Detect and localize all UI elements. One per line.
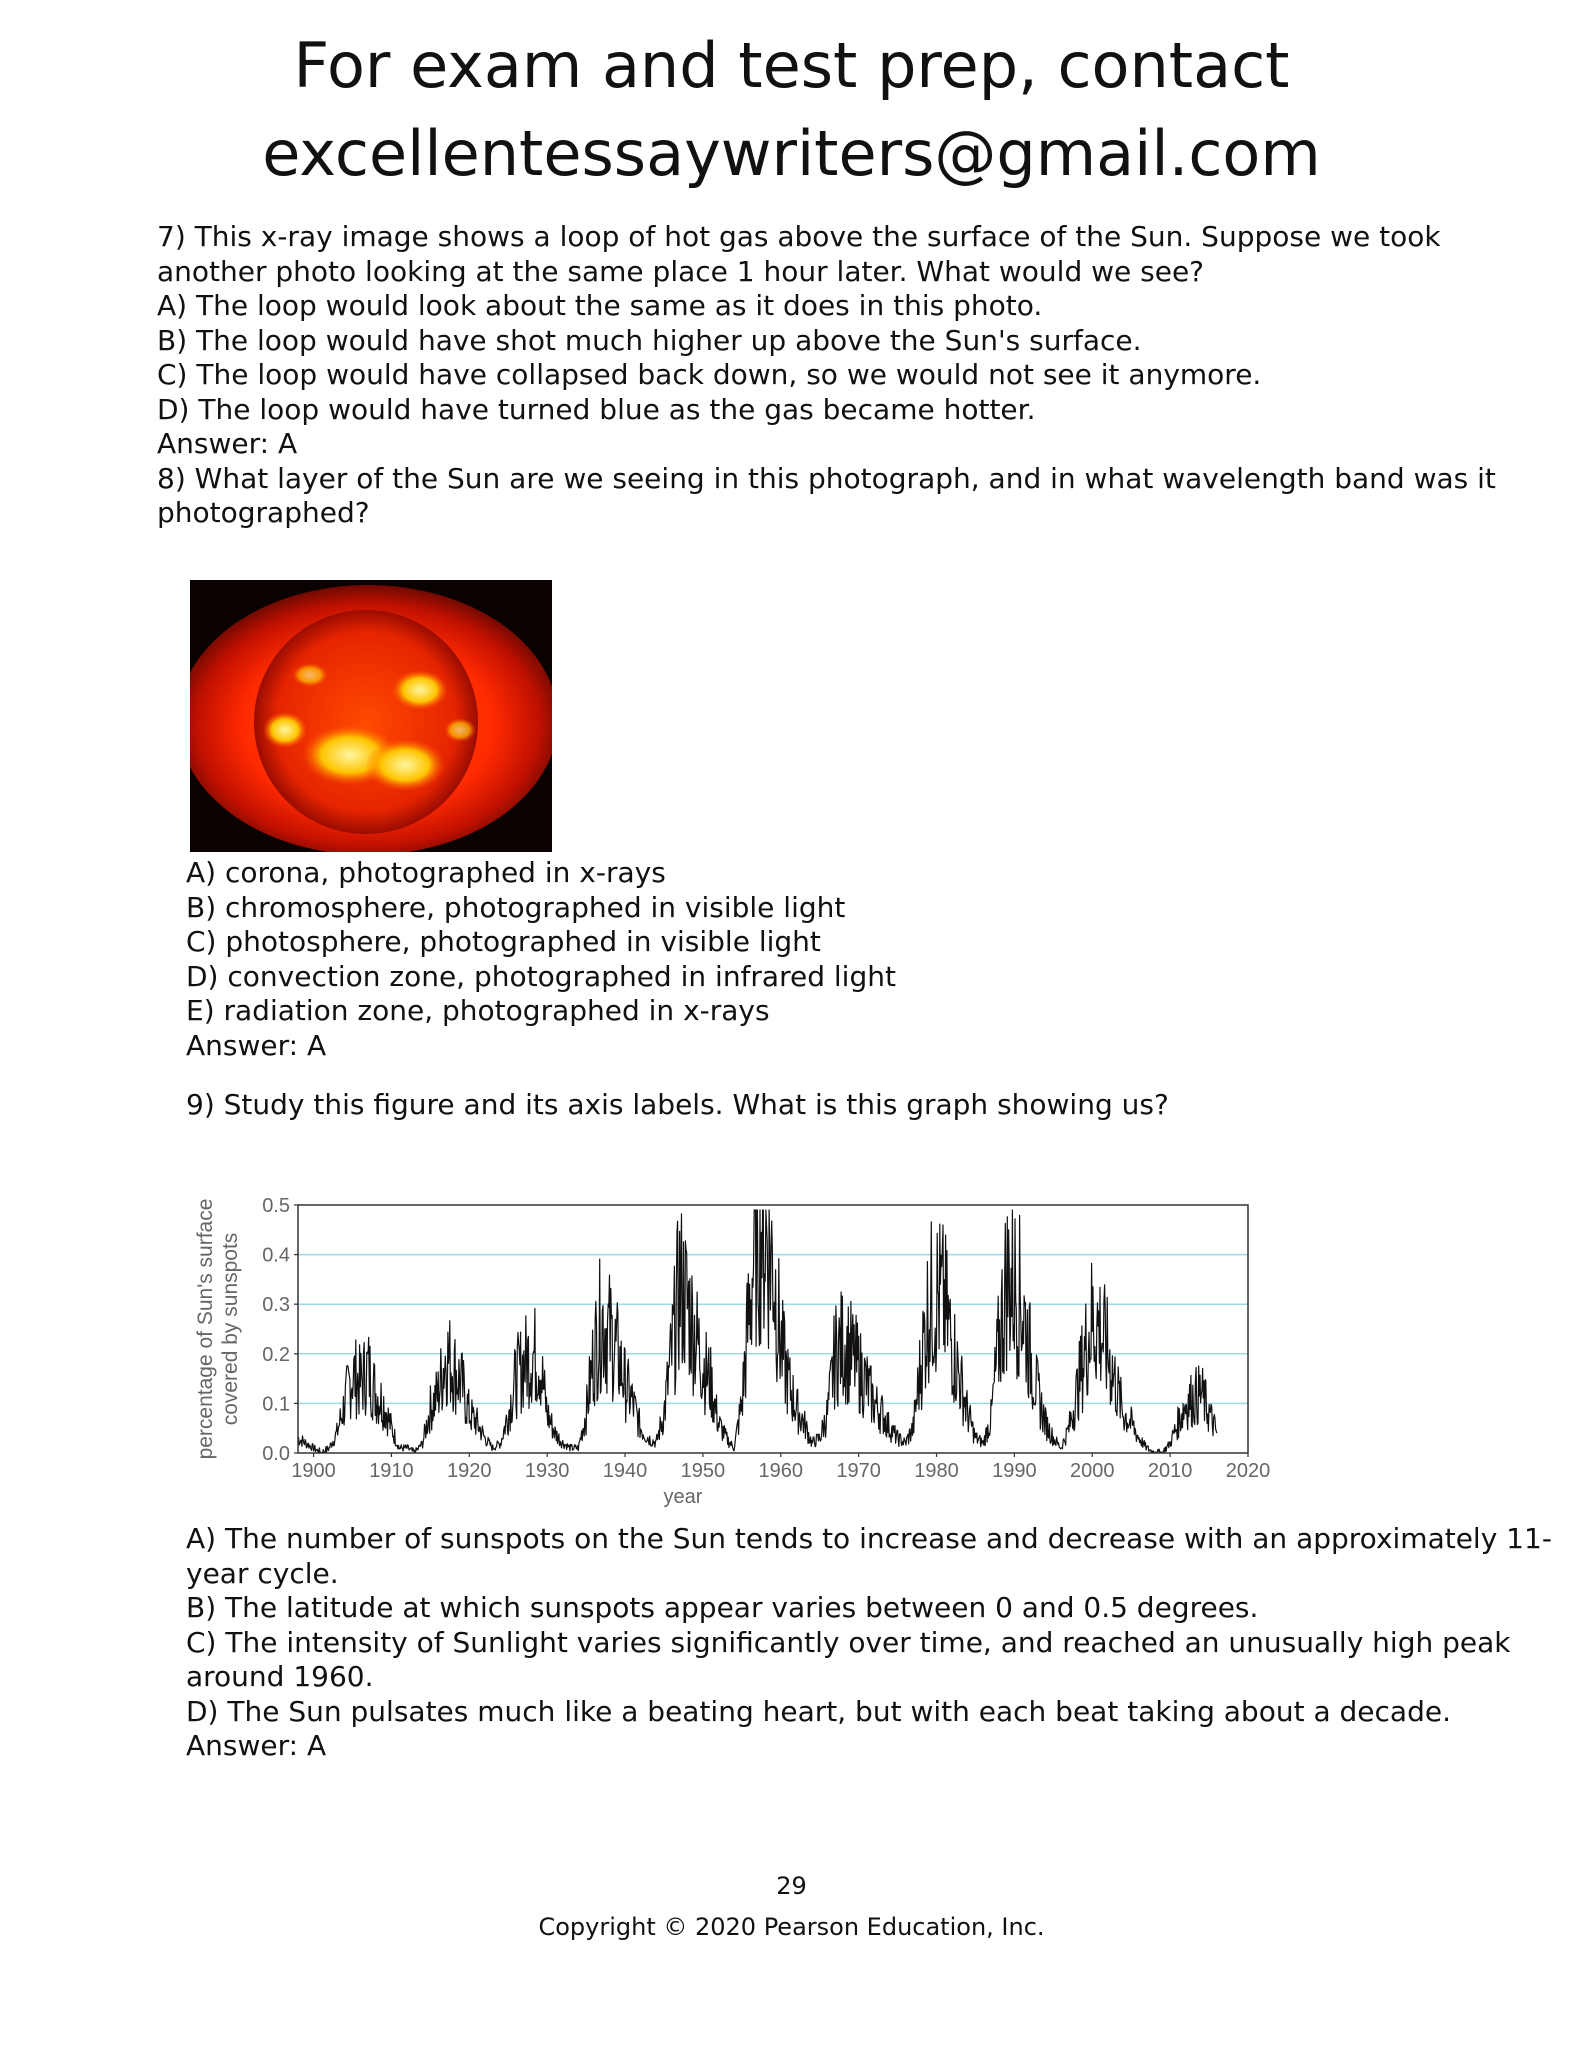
xray-sun-photo [190, 580, 552, 852]
x-tick-label: 2000 [1070, 1460, 1115, 1482]
x-tick-label: 1950 [680, 1460, 726, 1482]
question-9 [186, 1088, 1169, 1123]
q9-option-c-line-1: C) The intensity of Sunlight varies significantly over time, and reached an unusually high peak [186, 1625, 1511, 1659]
q7-option-c: C) The loop would have collapsed back down, so we would not see it anymore. [157, 358, 1262, 391]
q7-option-d: D) The loop would have turned blue as the gas became hotter. [157, 392, 1036, 426]
q8-option-c: C) photosphere, photographed in visible light [186, 925, 821, 958]
q9-option-a-line-2: year cycle. [186, 1556, 339, 1590]
y-tick-label: 0.4 [262, 1244, 290, 1267]
y-axis-label-line-2: covered by sunspots [219, 1232, 242, 1426]
q8-option-d: D) convection zone, photographed in infrared light [186, 959, 896, 993]
header-line-1: For exam and test prep, contact [293, 29, 1290, 102]
q7-answer: Answer: A [157, 427, 298, 460]
header-line-2: excellentessaywriters@gmail.com [262, 117, 1321, 190]
q9-option-c-line-2: around 1960. [186, 1660, 374, 1693]
x-tick-label: 1960 [758, 1460, 804, 1482]
x-tick-label: 1990 [992, 1460, 1037, 1482]
q9-answer: Answer: A [186, 1729, 327, 1762]
page-number: 29 [776, 1872, 807, 1900]
x-tick-label: 1920 [447, 1460, 492, 1482]
q7-option-a: A) The loop would look about the same as it does in this photo. [157, 289, 1043, 322]
q8-answer: Answer: A [186, 1028, 327, 1062]
q9-option-d: D) The Sun pulsates much like a beating heart, but with each beat taking about a decade. [186, 1694, 1451, 1728]
q9-option-b: B) The latitude at which sunspots appear varies between 0 and 0.5 degrees. [186, 1591, 1259, 1624]
y-tick-label: 0.3 [262, 1294, 290, 1317]
x-tick-label: 1910 [369, 1460, 414, 1482]
q9-options [186, 1522, 1552, 1764]
q8-option-a: A) corona, photographed in x-rays [186, 856, 666, 889]
q7-question-line-2: another photo looking at the same place 1 hour later. What would we see? [157, 254, 1205, 288]
q9-question: 9) Study this figure and its axis labels. What is this graph showing us? [186, 1088, 1169, 1121]
y-tick-label: 0.1 [262, 1393, 290, 1416]
q7-option-b: B) The loop would have shot much higher up above the Sun's surface. [157, 323, 1142, 357]
y-tick-label: 0.5 [262, 1195, 290, 1217]
y-axis-label-line-1: percentage of Sun's surface [194, 1198, 217, 1460]
x-tick-label: 1970 [836, 1460, 881, 1482]
y-tick-label: 0.2 [262, 1343, 290, 1366]
x-tick-label: 1900 [291, 1460, 336, 1482]
question-7 [157, 220, 1497, 531]
q8-question-line-2: photographed? [157, 496, 370, 529]
x-tick-label: 1980 [914, 1460, 959, 1482]
q7-question-line-1: 7) This x-ray image shows a loop of hot gas above the surface of the Sun. Suppose we took [157, 220, 1441, 253]
page-header [0, 22, 1583, 198]
sunspot-chart [186, 1175, 1286, 1520]
q9-option-a-line-1: A) The number of sunspots on the Sun tends to increase and decrease with an approximately 11- [186, 1522, 1552, 1555]
x-tick-label: 1940 [602, 1460, 648, 1482]
x-tick-label: 1930 [524, 1460, 570, 1482]
q8-options [186, 856, 896, 1063]
x-tick-label: 2020 [1225, 1460, 1271, 1482]
q8-option-e: E) radiation zone, photographed in x-rays [186, 994, 770, 1027]
x-tick-label: 2010 [1147, 1460, 1193, 1482]
sunspot-series-line [298, 1210, 1217, 1453]
x-axis-label: year [663, 1486, 703, 1508]
y-tick-label: 0.0 [262, 1443, 290, 1465]
q8-question-line-1: 8) What layer of the Sun are we seeing in this photograph, and in what wavelength band was it [157, 461, 1496, 495]
q8-option-b: B) chromosphere, photographed in visible light [186, 890, 846, 924]
copyright-notice: Copyright © 2020 Pearson Education, Inc. [538, 1913, 1045, 1941]
